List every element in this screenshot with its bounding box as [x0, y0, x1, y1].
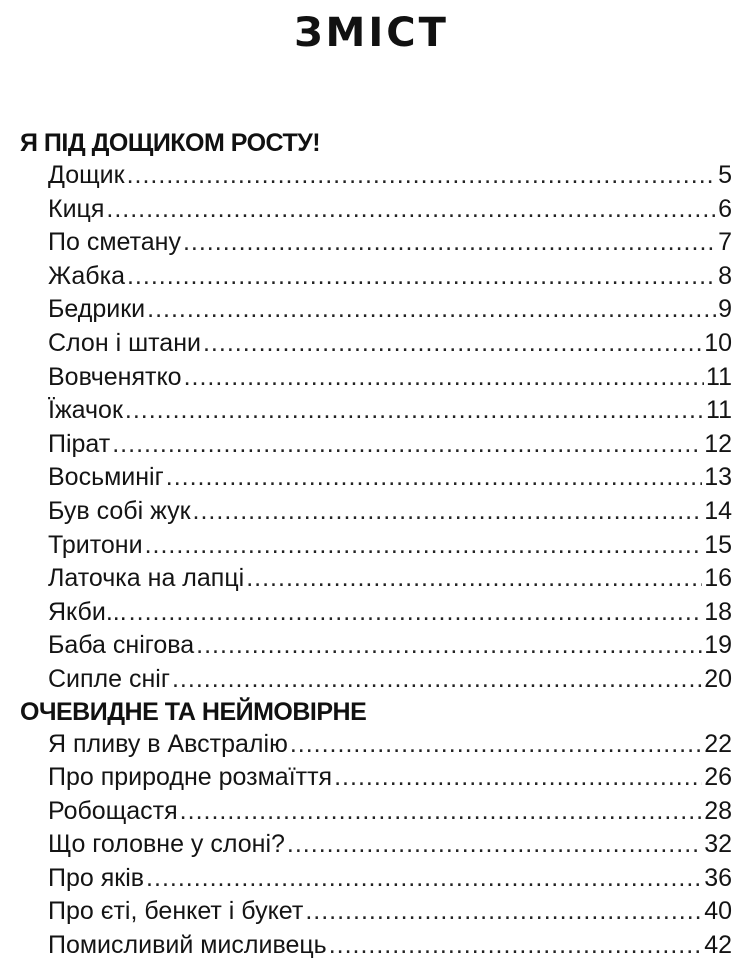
toc-entry [20, 394, 732, 428]
toc-entry [20, 159, 732, 193]
toc-section [20, 697, 732, 963]
toc-entry-page: 36 [704, 863, 732, 892]
toc-entry [20, 428, 732, 462]
toc-entry-page: 19 [704, 631, 732, 660]
toc-entry [20, 226, 732, 260]
dot-leader [334, 761, 702, 795]
toc-entry [20, 596, 732, 630]
toc-entry-page: 26 [704, 763, 732, 792]
dot-leader [246, 562, 702, 596]
toc-entry-page: 18 [704, 597, 732, 626]
dot-leader [127, 159, 717, 193]
toc-entry-page: 20 [704, 664, 732, 693]
toc-entry-page: 7 [718, 228, 732, 257]
toc-entry-title: Їжачок [48, 396, 123, 425]
dot-leader [127, 260, 716, 294]
toc-section [20, 128, 732, 697]
dot-leader [287, 828, 702, 862]
toc-entry-title: Я пливу в Австралію [48, 729, 288, 758]
dot-leader [106, 193, 716, 227]
toc-entry-page: 15 [704, 530, 732, 559]
toc-entry-page: 22 [704, 729, 732, 758]
toc-entry [20, 193, 732, 227]
toc-entry [20, 728, 732, 762]
dot-leader [193, 495, 703, 529]
dot-leader [290, 728, 702, 762]
toc-entry [20, 529, 732, 563]
toc-entry-page: 5 [718, 161, 732, 189]
toc-entry-title: Тритони [48, 530, 143, 559]
dot-leader [147, 293, 716, 327]
toc-entry-title: Що головне у слоні? [48, 830, 285, 859]
dot-leader [183, 226, 716, 260]
toc-entry-title: Киця [48, 194, 105, 223]
toc-entry-page: 16 [704, 564, 732, 593]
toc-entry-page: 14 [704, 496, 732, 525]
toc-entry-title: По сметану [48, 228, 181, 257]
toc-entry-title: Був собі жук [48, 496, 191, 525]
toc-entry-page: 11 [706, 362, 732, 391]
toc-entry-page: 28 [704, 796, 732, 825]
toc-entry [20, 663, 732, 697]
toc-entry-title: Слон і штани [48, 328, 201, 357]
toc-entry-title: Сипле сніг [48, 664, 170, 693]
dot-leader [125, 394, 704, 428]
toc-entry-title: Вовченятко [48, 362, 182, 391]
toc-entry [20, 862, 732, 896]
toc-entry [20, 562, 732, 596]
toc-entry-title: Дощик [48, 161, 125, 189]
toc-entry-title: Латочка на лапці [48, 564, 245, 593]
toc-entry-title: Робощастя [48, 796, 178, 825]
dot-leader [166, 461, 702, 495]
toc-entry [20, 895, 732, 929]
toc-entry [20, 929, 732, 963]
dot-leader [145, 529, 703, 563]
dot-leader [146, 862, 702, 896]
dot-leader [172, 663, 702, 697]
toc-entry-title: Про яків [48, 863, 145, 892]
table-of-contents [20, 128, 732, 963]
toc-entry [20, 293, 732, 327]
toc-entry-page: 6 [718, 194, 732, 223]
toc-entry-title: Якби... [48, 597, 127, 626]
toc-entry-title: Жабка [48, 261, 125, 290]
toc-entry-title: Восьминіг [48, 463, 164, 492]
toc-entry [20, 495, 732, 529]
toc-entry-title: Баба снігова [48, 631, 195, 660]
dot-leader [305, 895, 702, 929]
toc-entry-page: 13 [704, 463, 732, 492]
toc-entry-page: 11 [706, 396, 732, 425]
toc-entry-page: 10 [704, 328, 732, 357]
toc-entry-page: 8 [718, 261, 732, 290]
toc-entry [20, 795, 732, 829]
toc-entry-page: 40 [704, 897, 732, 926]
toc-entry-page: 12 [704, 429, 732, 458]
dot-leader [203, 327, 702, 361]
dot-leader [112, 428, 702, 462]
dot-leader [329, 929, 703, 963]
toc-entry [20, 461, 732, 495]
dot-leader [129, 596, 703, 630]
toc-entry-title: Про єті, бенкет і букет [48, 897, 304, 926]
dot-leader [196, 629, 702, 663]
toc-entry-title: Пірат [48, 429, 111, 458]
toc-entry-title: Бедрики [48, 295, 146, 324]
toc-entry [20, 260, 732, 294]
toc-entry [20, 828, 732, 862]
dot-leader [184, 361, 704, 395]
toc-list [20, 728, 732, 963]
page-title: ЗМІСТ [294, 10, 449, 56]
toc-entry [20, 629, 732, 663]
toc-entry [20, 327, 732, 361]
toc-entry-page: 42 [704, 931, 732, 960]
toc-entry [20, 761, 732, 795]
dot-leader [180, 795, 703, 829]
toc-entry-title: Про природне розмаїття [48, 763, 333, 792]
toc-list [20, 159, 732, 697]
toc-entry-title: Помисливий мисливець [48, 931, 327, 960]
toc-entry-page: 32 [704, 830, 732, 859]
toc-entry [20, 361, 732, 395]
section-heading: ОЧЕВИДНЕ ТА НЕЙМОВІРНЕ [20, 697, 367, 726]
section-heading: Я ПІД ДОЩИКОМ РОСТУ! [20, 129, 321, 157]
toc-entry-page: 9 [718, 295, 732, 324]
